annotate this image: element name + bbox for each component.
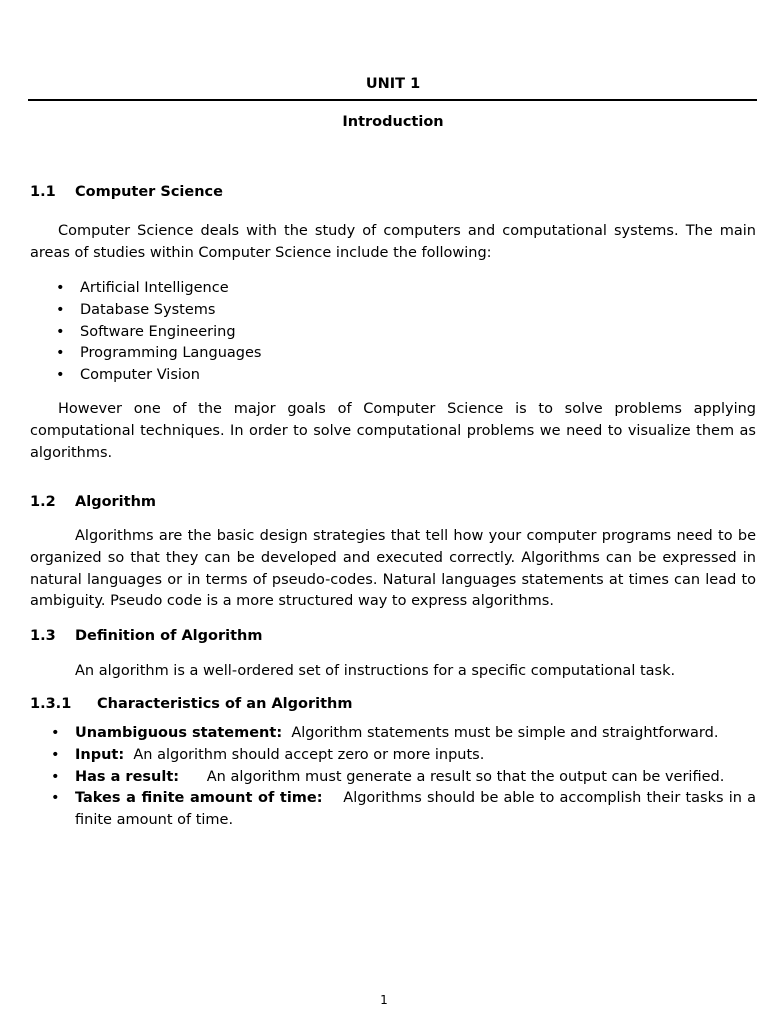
bullet-icon: • — [56, 367, 65, 384]
chapter-title: Introduction — [342, 114, 444, 130]
characteristic-term: Takes a finite amount of time: — [75, 790, 323, 807]
characteristic-text: Algorithms should be able to accomplish their tasks in a finite amount of time. — [75, 790, 757, 829]
characteristic-term: Input: — [75, 746, 125, 763]
bullet-icon: • — [56, 323, 65, 340]
list-item — [30, 788, 756, 832]
section-number: 1.3 — [30, 628, 56, 644]
title-rule — [28, 99, 757, 101]
list-item — [30, 278, 261, 300]
section-title: Definition of Algorithm — [75, 628, 263, 644]
list-item-text: Programming Languages — [80, 345, 262, 362]
section-title: Computer Science — [75, 184, 223, 200]
list-item — [30, 767, 756, 789]
paragraph-cs-goals: However one of the major goals of Computer Science is to solve problems applying computational techniques. In order to solve computational problems we need to visualize them as algorithms. — [30, 401, 756, 461]
section-number: 1.1 — [30, 184, 56, 200]
list-item-text: Software Engineering — [80, 323, 236, 340]
characteristic-text: An algorithm must generate a result so that the output can be verified. — [206, 768, 725, 785]
paragraph-cs-intro: Computer Science deals with the study of computers and computational systems. The main areas of studies within Computer Science include the following: — [30, 223, 756, 261]
page-number: 1 — [380, 993, 388, 1007]
unit-title: UNIT 1 — [365, 76, 421, 92]
paragraph-definition: An algorithm is a well-ordered set of instructions for a specific computational task. — [75, 663, 676, 679]
section-heading-1-2 — [30, 494, 156, 510]
list-item-text: Computer Vision — [80, 367, 200, 384]
characteristic-text: Algorithm statements must be simple and straightforward. — [291, 725, 719, 741]
section-heading-1-3-1 — [30, 696, 352, 712]
section-heading-1-3 — [30, 628, 262, 644]
list-item-text: Artificial Intelligence — [80, 280, 229, 296]
section-number: 1.2 — [30, 494, 56, 510]
section-number: 1.3.1 — [30, 696, 72, 712]
bullet-icon: • — [51, 725, 60, 741]
characteristic-term: Has a result: — [75, 768, 180, 785]
cs-areas-list — [30, 278, 261, 387]
bullet-icon: • — [56, 345, 65, 362]
list-item — [30, 365, 261, 387]
bullet-icon: • — [51, 790, 60, 807]
characteristic-term: Unambiguous statement: — [75, 725, 283, 741]
paragraph-algorithm: Algorithms are the basic design strategies that tell how your computer programs need to be organized so that they can be developed and executed correctly. Algorithms can be expressed in natural languages or in terms of pseudo-codes. Natural languages statements at times can lead to ambiguity. Pseudo code is a more structured way to express algorithms. — [30, 528, 756, 610]
bullet-icon: • — [51, 768, 60, 785]
section-title: Characteristics of an Algorithm — [97, 696, 353, 712]
section-title: Algorithm — [75, 494, 157, 510]
characteristics-list — [30, 723, 756, 832]
list-item — [30, 343, 261, 365]
list-item — [30, 745, 756, 767]
list-item — [30, 322, 261, 344]
characteristic-text: An algorithm should accept zero or more inputs. — [133, 746, 485, 763]
list-item-text: Database Systems — [80, 301, 216, 318]
list-item — [30, 723, 756, 745]
bullet-icon: • — [56, 280, 65, 296]
section-heading-1-1 — [30, 184, 223, 200]
bullet-icon: • — [56, 301, 65, 318]
bullet-icon: • — [51, 746, 60, 763]
list-item — [30, 300, 261, 322]
